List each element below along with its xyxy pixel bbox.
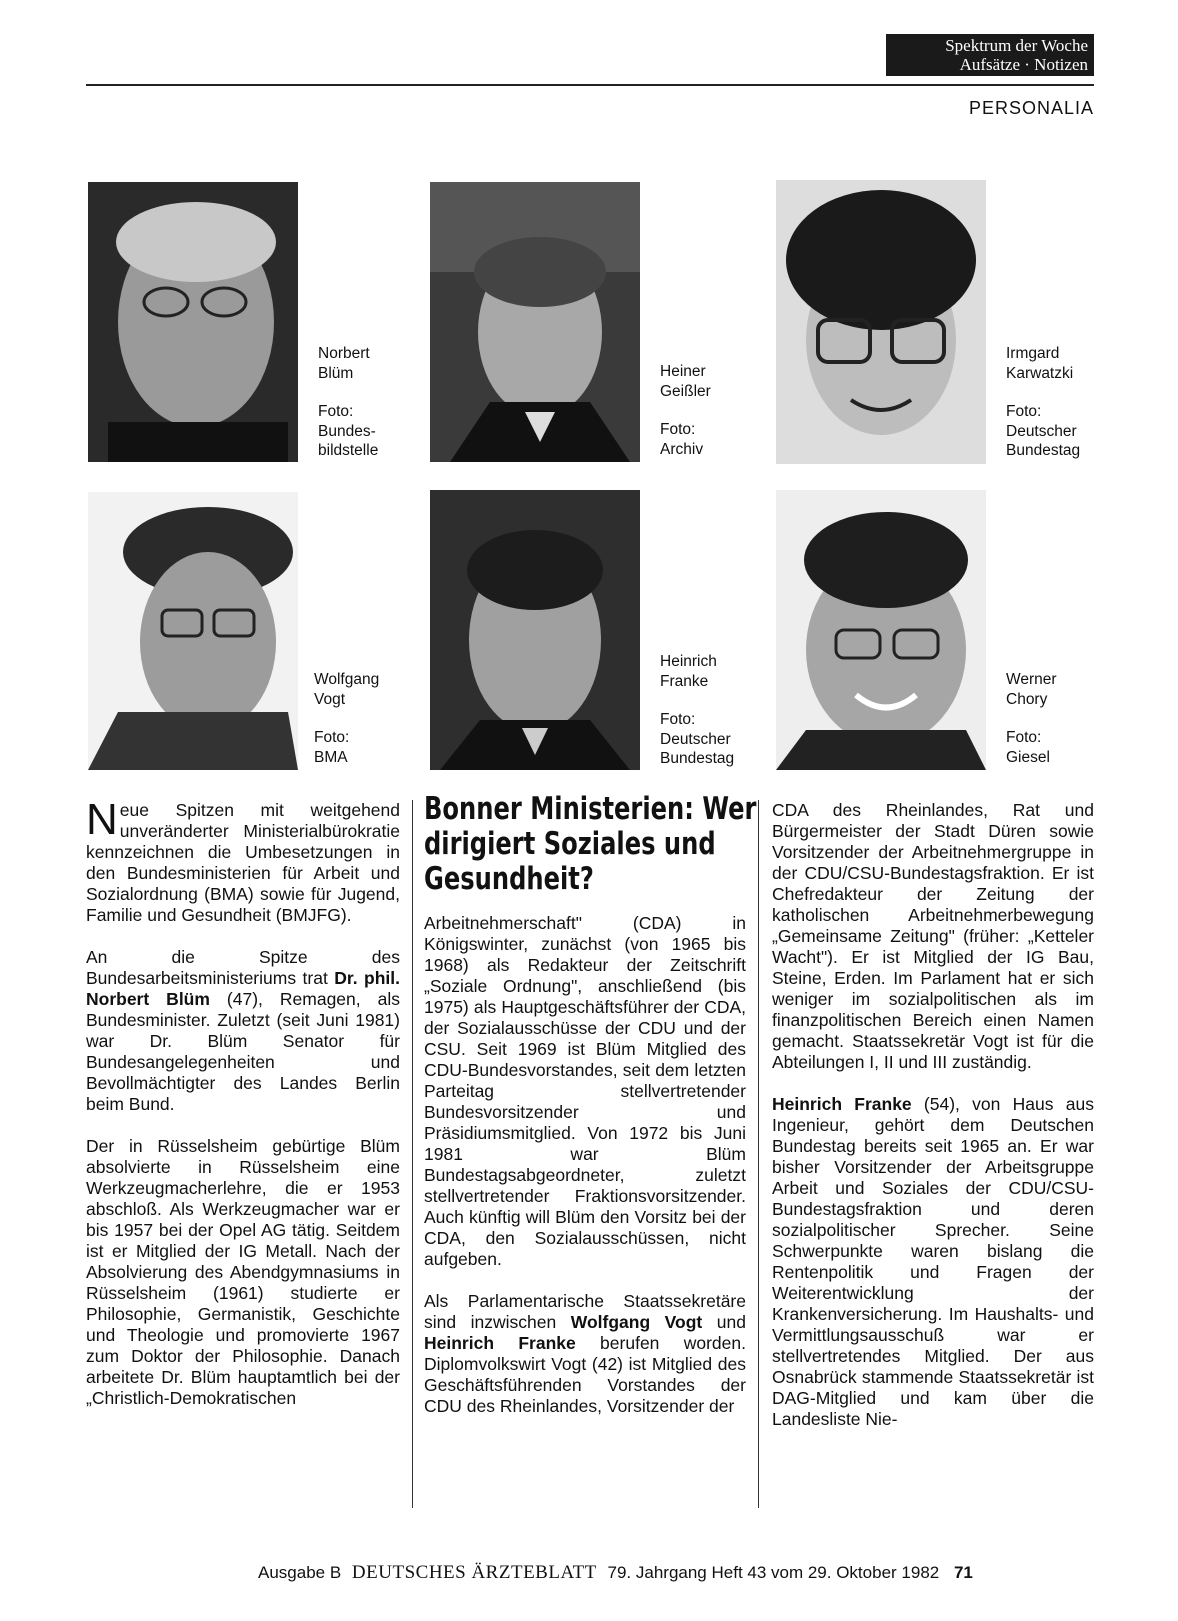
person-name-bold: Heinrich Franke — [772, 1094, 912, 1114]
caption-credit-label: Foto: — [1006, 729, 1042, 746]
caption-credit: Deutscher — [660, 730, 731, 748]
portrait-franke — [430, 490, 640, 770]
caption-credit: Giesel — [1006, 748, 1050, 766]
caption-credit: BMA — [314, 748, 348, 766]
caption-vogt — [314, 670, 379, 767]
caption-name: Wolfgang — [314, 671, 380, 688]
person-name-bold: Heinrich Franke — [424, 1333, 576, 1353]
caption-name: Franke — [660, 672, 709, 690]
paragraph-text: und — [702, 1312, 746, 1332]
paragraph-text: An die Spitze des Bundesarbeitsministeriums trat — [86, 947, 400, 988]
paragraph-text: Als Parlamentarische Staatssekretäre sind inzwischen — [424, 1291, 746, 1332]
caption-geissler — [660, 362, 711, 459]
caption-name: Chory — [1006, 690, 1048, 708]
person-name-bold: Wolfgang Vogt — [570, 1312, 703, 1332]
caption-credit: Deutscher — [1006, 422, 1077, 440]
caption-name: Heiner — [660, 363, 706, 380]
caption-credit-label: Foto: — [314, 729, 350, 746]
paragraph-text: eue Spitzen mit weitgehend unveränderter Ministerialbürokratie kennzeichnen die Umbesetzungen in den Bundesministerien für Arbeit und Sozialordnung (BMA) sowie für Jugend, Familie und Gesundheit (BMJFG). — [86, 800, 400, 925]
footer-issue: 79. Jahrgang Heft 43 vom 29. Oktober 1982 — [607, 1563, 940, 1582]
paragraph-text: berufen worden. Diplomvolkswirt Vogt (42) ist Mitglied des Geschäftsführenden Vorstandes der CDU des Rheinlandes, Vorsitzender der — [424, 1333, 746, 1416]
caption-credit: Bundestag — [660, 750, 735, 767]
footer-magazine: DEUTSCHES ÄRZTEBLATT — [351, 1562, 597, 1583]
caption-credit-label: Foto: — [1006, 403, 1042, 420]
paragraph: Arbeitnehmerschaft" (CDA) in Königswinter, zunächst (von 1965 bis 1968) als Redakteur der Zeitschrift „Soziale Ordnung", anschließend (bis 1975) als Hauptgeschäftsführer der CDA, der Sozialausschüsse der CDU und der CSU. Seit 1969 ist Blüm Mitglied des CDU-Bundesvorstandes, seit dem letzten Parteitag stellvertretender Bundesvorsitzender und Präsidiumsmitglied. Von 1972 bis Juni 1981 war Blüm Bundestagsabgeordneter, zuletzt stellvertretender Fraktionsvorsitzender. Auch künftig will Blüm den Vorsitz bei der CDA, den Sozialausschüssen, nicht aufgeben. — [424, 913, 746, 1269]
caption-chory — [1006, 670, 1057, 767]
portrait-bluem — [88, 182, 298, 462]
paragraph — [772, 1094, 1094, 1430]
article-column-2 — [424, 791, 757, 1438]
caption-name: Irmgard — [1006, 345, 1060, 362]
portrait-karwatzki — [776, 180, 986, 464]
caption-franke — [660, 652, 734, 769]
page-footer — [258, 1562, 973, 1584]
header-line-2: Aufsätze · Notizen — [959, 55, 1088, 74]
portrait-geissler — [430, 182, 640, 462]
caption-name: Heinrich — [660, 653, 717, 670]
person-name-bold: Dr. phil. Norbert Blüm — [86, 968, 400, 1009]
caption-name: Norbert — [318, 345, 370, 362]
header-line-1: Spektrum der Woche — [945, 36, 1088, 55]
caption-credit-label: Foto: — [318, 403, 354, 420]
caption-credit-label: Foto: — [660, 711, 696, 728]
caption-bluem — [318, 344, 378, 461]
column-divider — [758, 800, 759, 1508]
caption-karwatzki — [1006, 344, 1080, 461]
caption-name: Blüm — [318, 364, 354, 382]
drop-cap: N — [86, 795, 118, 844]
caption-credit: Bundestag — [1006, 442, 1081, 459]
caption-name: Karwatzki — [1006, 364, 1074, 382]
portrait-vogt — [88, 492, 298, 770]
article-column-1 — [86, 795, 400, 1430]
caption-credit: bildstelle — [318, 442, 379, 459]
paragraph — [86, 795, 400, 926]
caption-name: Vogt — [314, 690, 346, 708]
footer-edition: Ausgabe B — [258, 1563, 342, 1582]
paragraph: CDA des Rheinlandes, Rat und Bürgermeister der Stadt Düren sowie Vorsitzender der Arbeitnehmergruppe in der CDU/CSU-Bundestagsfraktion. Er ist Chefredakteur der Zeitung der katholischen Arbeitnehmerbewegung „Gemeinsame Zeitung" (früher: „Ketteler Wacht"). Er ist Mitglied der IG Bau, Steine, Erden. Im Parlament hat er sich weniger im sozialpolitischen als im finanzpolitischen Bereich einen Namen gemacht. Staatssekretär Vogt ist für die Abteilungen I, II und III zuständig. — [772, 800, 1094, 1072]
paragraph — [424, 1291, 746, 1417]
paragraph — [86, 947, 400, 1115]
paragraph-text: (47), Remagen, als Bundesminister. Zuletzt (seit Juni 1981) war Dr. Blüm Senator für Bundesangelegenheiten und Bevollmächtigter des Landes Berlin beim Bund. — [86, 989, 400, 1114]
paragraph: Der in Rüsselsheim gebürtige Blüm absolvierte in Rüsselsheim eine Werkzeugmacherlehre, die er 1953 abschloß. Als Werkzeugmacher war er bis 1957 bei der Opel AG tätig. Seitdem ist er Mitglied der IG Metall. Nach der Absolvierung des Abendgymnasiums in Rüsselsheim (1961) studierte er Philosophie, Germanistik, Geschichte und Theologie und promovierte 1967 zum Doktor der Philosophie. Danach arbeitete Dr. Blüm hauptamtlich bei der „Christlich-Demokratischen — [86, 1136, 400, 1408]
article-headline: Bonner Ministerien: Wer dirigiert Soziales und Gesundheit? — [424, 791, 757, 897]
section-label: PERSONALIA — [968, 98, 1094, 118]
article-column-3 — [772, 800, 1094, 1451]
page-number: 71 — [953, 1563, 973, 1582]
column-divider — [412, 800, 413, 1508]
caption-credit: Bundes- — [318, 422, 376, 440]
header-rule — [86, 84, 1094, 86]
portrait-chory — [776, 490, 986, 770]
caption-name: Geißler — [660, 382, 711, 400]
caption-name: Werner — [1006, 671, 1057, 688]
caption-credit-label: Foto: — [660, 421, 696, 438]
section-header-box — [886, 34, 1094, 76]
caption-credit: Archiv — [660, 440, 704, 458]
paragraph-text: (54), von Haus aus Ingenieur, gehört dem Deutschen Bundestag bereits seit 1965 an. Er war bisher Vorsitzender der Arbeitsgruppe Arbeit und Soziales der CDU/CSU-Bundestagsfraktion und deren sozialpolitischer Sprecher. Seine Schwerpunkte waren bislang die Rentenpolitik und Fragen der Weiterentwicklung der Krankenversicherung. Im Haushalts- und Vermittlungsausschuß war er stellvertretendes Mitglied. Der aus Osnabrück stammende Staatssekretär ist DAG-Mitglied und kam über die Landesliste Nie- — [772, 1094, 1094, 1429]
